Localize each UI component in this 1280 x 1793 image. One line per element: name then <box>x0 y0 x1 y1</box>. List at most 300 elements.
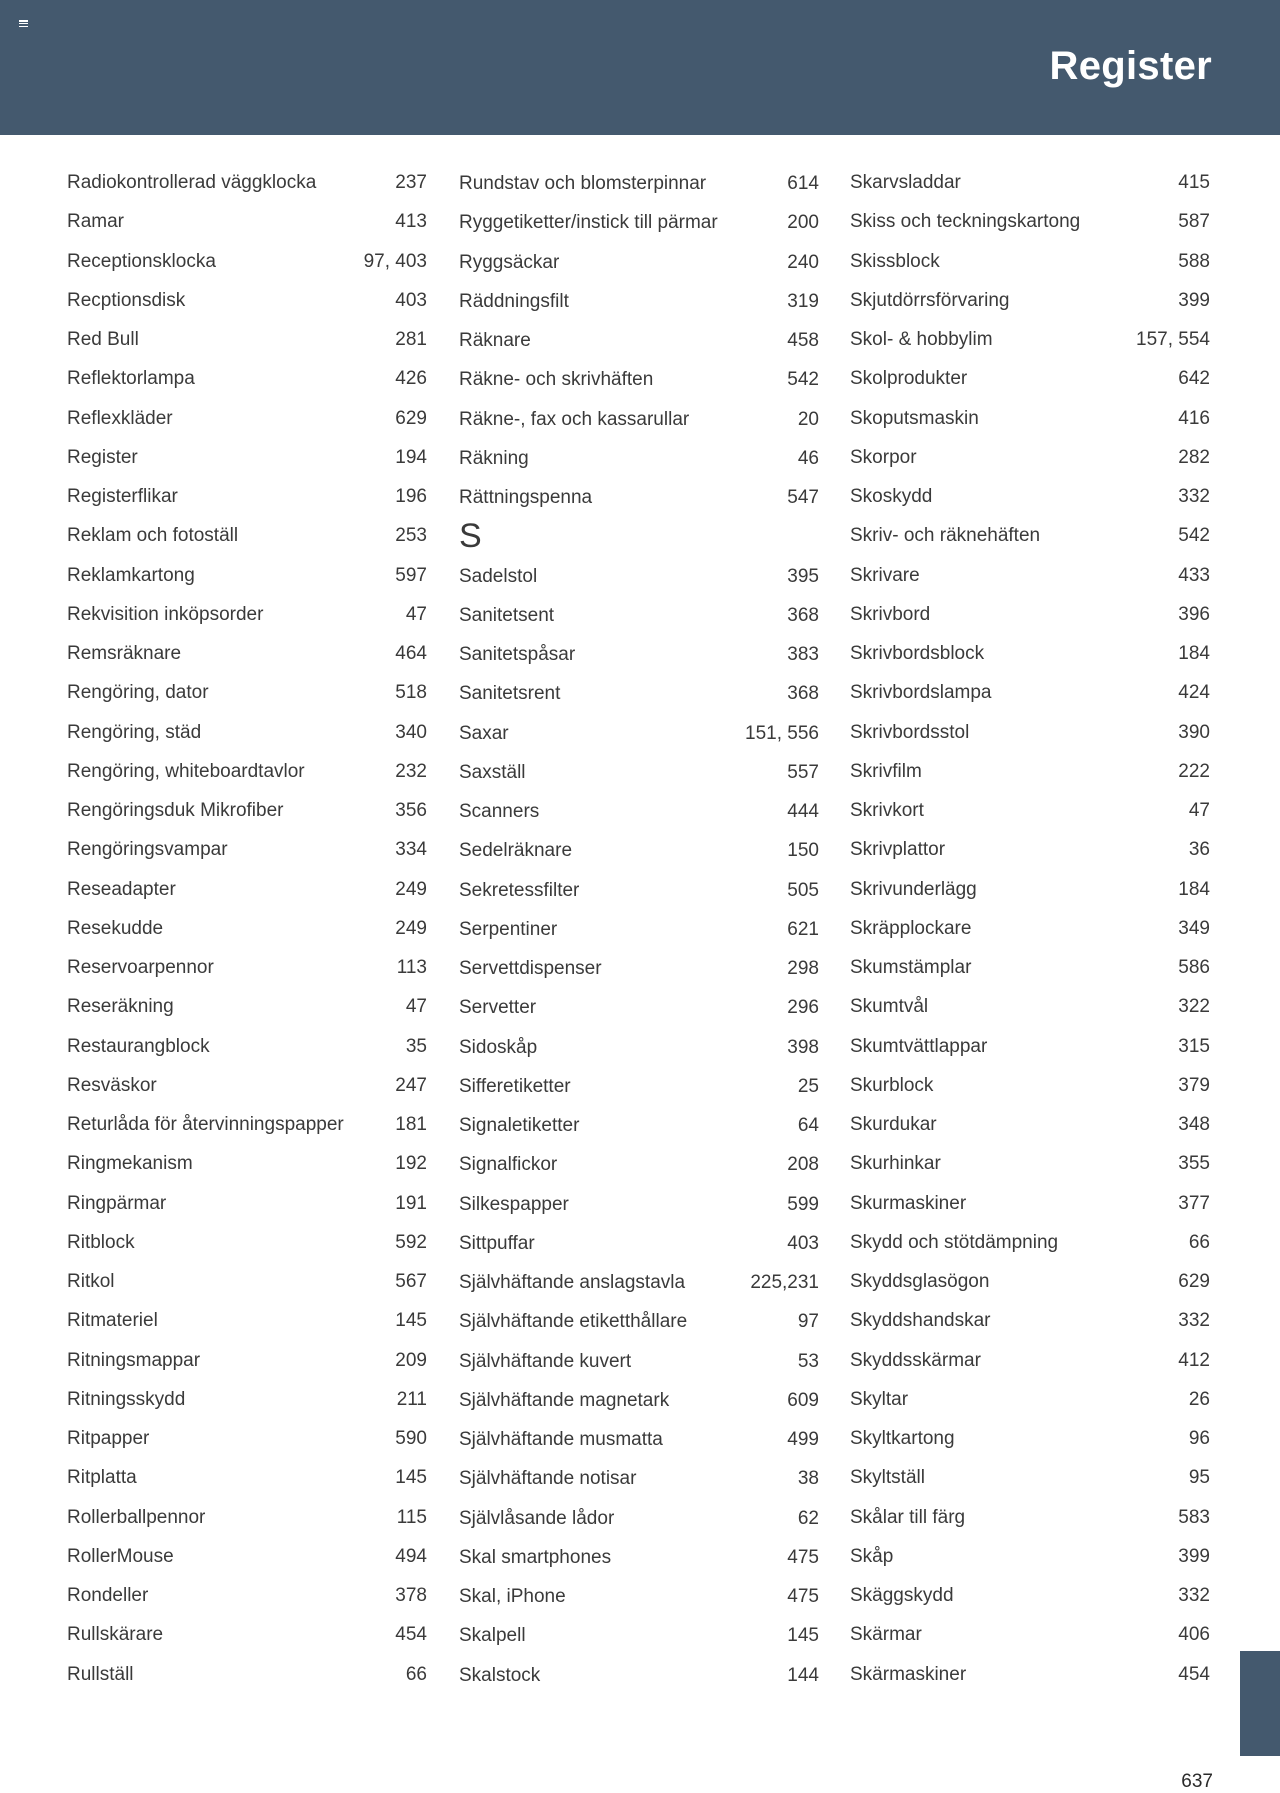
index-term: Skyltar <box>850 1388 909 1410</box>
index-term: Reflexkläder <box>67 407 173 429</box>
index-term: Skurblock <box>850 1074 934 1096</box>
index-page-ref: 296 <box>787 997 819 1019</box>
index-entry <box>67 1105 427 1144</box>
index-term: Skyddshandskar <box>850 1310 991 1332</box>
index-entry <box>459 753 819 792</box>
index-term: Skissblock <box>850 250 940 272</box>
index-page-ref: 181 <box>395 1114 427 1135</box>
index-term: Ryggetiketter/instick till pärmar <box>459 212 718 234</box>
index-page-ref: 416 <box>1178 407 1210 429</box>
index-term: Skolprodukter <box>850 368 968 390</box>
index-entry <box>459 988 819 1027</box>
index-entry <box>850 1184 1210 1223</box>
index-entry <box>67 1223 427 1262</box>
index-entry <box>850 713 1210 752</box>
index-entry <box>850 556 1210 595</box>
index-page-ref: 583 <box>1178 1506 1210 1528</box>
index-entry <box>459 203 819 242</box>
index-entry <box>850 634 1210 673</box>
index-entry <box>67 1301 427 1340</box>
index-term: Reflektorlampa <box>67 368 195 390</box>
index-page-ref: 542 <box>787 369 819 391</box>
index-term: Skyddsglasögon <box>850 1271 990 1292</box>
index-page-ref: 340 <box>395 721 427 743</box>
index-entry <box>67 870 427 909</box>
index-entry <box>459 164 819 203</box>
index-page-ref: 629 <box>395 407 427 429</box>
index-term: Skorpor <box>850 446 917 468</box>
index-term: Registerflikar <box>67 486 178 507</box>
index-term: Rengöringsduk Mikrofiber <box>67 800 284 821</box>
index-term: Skrivbordslampa <box>850 682 992 704</box>
index-entry <box>67 1262 427 1301</box>
index-entry <box>459 321 819 360</box>
index-term: Skurmaskiner <box>850 1192 967 1214</box>
index-page-ref: 377 <box>1178 1192 1210 1214</box>
index-page-ref: 426 <box>395 368 427 390</box>
index-entry <box>459 1145 819 1184</box>
index-term: Red Bull <box>67 329 139 350</box>
index-page-ref: 399 <box>1178 289 1210 311</box>
index-page-ref: 557 <box>787 761 819 783</box>
index-page-ref: 597 <box>395 564 427 586</box>
index-entry <box>850 1615 1210 1654</box>
index-entry <box>67 830 427 869</box>
index-entry <box>67 477 427 516</box>
index-entry <box>67 1066 427 1105</box>
index-entry <box>67 359 427 398</box>
index-entry <box>67 399 427 438</box>
index-entry <box>67 673 427 712</box>
index-entry <box>67 987 427 1026</box>
index-entry <box>459 674 819 713</box>
index-entry <box>850 320 1210 359</box>
index-entry <box>459 282 819 321</box>
index-entry <box>459 910 819 949</box>
index-entry <box>850 1537 1210 1576</box>
index-entry <box>850 1576 1210 1615</box>
index-page-ref: 253 <box>395 525 427 547</box>
index-page-ref: 588 <box>1178 250 1210 272</box>
index-page-ref: 97 <box>797 1311 819 1333</box>
index-page-ref: 240 <box>787 251 819 273</box>
index-term: Skrivbord <box>850 603 931 625</box>
index-page-ref: 222 <box>1178 760 1210 782</box>
index-term: Recptionsdisk <box>67 289 186 311</box>
index-column-3 <box>850 163 1210 1694</box>
index-entry <box>67 516 427 555</box>
index-page-ref: 319 <box>787 290 819 312</box>
index-term: Ritplatta <box>67 1467 137 1489</box>
index-entry <box>459 714 819 753</box>
index-entry <box>850 359 1210 398</box>
index-entry <box>850 438 1210 477</box>
index-page-ref: 247 <box>395 1074 427 1096</box>
index-entry <box>850 477 1210 516</box>
index-page-ref: 145 <box>395 1467 427 1489</box>
index-page-ref: 191 <box>395 1192 427 1214</box>
index-entry <box>67 1184 427 1223</box>
index-page-ref: 415 <box>1178 172 1210 193</box>
index-entry <box>459 1616 819 1655</box>
index-page-ref: 36 <box>1188 839 1210 861</box>
index-entry <box>67 595 427 634</box>
index-term: Saxar <box>459 722 509 744</box>
index-page-ref: 599 <box>787 1193 819 1215</box>
index-term: Ritblock <box>67 1231 135 1253</box>
index-page-ref: 35 <box>405 1035 427 1057</box>
index-page-ref: 95 <box>1188 1467 1210 1489</box>
index-page-ref: 194 <box>395 446 427 468</box>
index-term: Skal, iPhone <box>459 1586 566 1607</box>
index-term: Skoputsmaskin <box>850 407 979 429</box>
index-entry <box>459 1656 819 1695</box>
index-term: Rekvisition inköpsorder <box>67 603 264 625</box>
index-term: Skal smartphones <box>459 1546 612 1568</box>
index-page-ref: 454 <box>1178 1663 1210 1685</box>
index-term: Ritningsmappar <box>67 1349 201 1371</box>
index-entry <box>67 634 427 673</box>
index-page-ref: 499 <box>787 1429 819 1450</box>
index-entry <box>67 1341 427 1380</box>
index-term: Räkne-, fax och kassarullar <box>459 408 690 430</box>
index-page-ref: 113 <box>396 957 427 978</box>
index-page-ref: 282 <box>1178 446 1210 468</box>
index-entry <box>459 1420 819 1459</box>
index-page-ref: 412 <box>1178 1349 1210 1371</box>
index-page-ref: 390 <box>1178 721 1210 743</box>
index-term: Reklamkartong <box>67 564 195 586</box>
index-term: Sekretessfilter <box>459 879 580 901</box>
index-term: Skalpell <box>459 1625 526 1647</box>
index-term: Skäggskydd <box>850 1585 954 1606</box>
index-term: Skrivbordsblock <box>850 643 985 664</box>
section-letter: S <box>459 517 482 556</box>
index-page-ref: 464 <box>395 643 427 664</box>
index-entry <box>850 1341 1210 1380</box>
index-entry <box>459 1185 819 1224</box>
index-entry <box>67 791 427 830</box>
index-entry <box>850 1301 1210 1340</box>
index-term: Skalstock <box>459 1664 541 1686</box>
index-term: Rengöring, whiteboardtavlor <box>67 760 305 782</box>
index-page-ref: 567 <box>395 1271 427 1292</box>
index-entry <box>459 1302 819 1341</box>
index-page-ref: 475 <box>787 1586 819 1607</box>
index-term: Skiss och teckningskartong <box>850 211 1081 233</box>
index-page-ref: 144 <box>787 1664 819 1686</box>
index-page-ref: 383 <box>787 644 819 665</box>
index-term: Skoskydd <box>850 486 933 507</box>
index-page-ref: 315 <box>1178 1035 1210 1057</box>
index-term: Självhäftande etiketthållare <box>459 1311 688 1333</box>
index-entry <box>67 1458 427 1497</box>
index-entry <box>67 242 427 281</box>
index-page-ref: 62 <box>797 1507 819 1529</box>
index-entry <box>459 1224 819 1263</box>
index-page-ref: 406 <box>1178 1624 1210 1646</box>
index-term: Servettdispenser <box>459 958 602 979</box>
index-entry <box>850 830 1210 869</box>
index-term: Servetter <box>459 997 537 1019</box>
index-term: Skärmaskiner <box>850 1663 967 1685</box>
index-entry <box>850 909 1210 948</box>
index-page-ref: 96 <box>1188 1428 1210 1449</box>
index-entry <box>459 831 819 870</box>
index-page-ref: 398 <box>787 1036 819 1058</box>
index-page-ref: 475 <box>787 1546 819 1568</box>
index-term: Skydd och stötdämpning <box>850 1231 1059 1253</box>
index-page-ref: 547 <box>787 487 819 508</box>
index-term: Ringmekanism <box>67 1153 193 1175</box>
index-term: RollerMouse <box>67 1545 174 1567</box>
page-header <box>0 0 1280 135</box>
index-entry <box>459 1381 819 1420</box>
index-term: Radiokontrollerad väggklocka <box>67 172 317 193</box>
index-entry <box>459 1499 819 1538</box>
index-entry <box>67 1537 427 1576</box>
index-entry <box>850 1262 1210 1301</box>
index-entry <box>850 202 1210 241</box>
index-page-ref: 184 <box>1178 643 1210 664</box>
index-term: Skriv- och räknehäften <box>850 525 1041 547</box>
index-page-ref: 151, 556 <box>745 722 819 744</box>
index-term: Skärmar <box>850 1624 922 1646</box>
index-page-ref: 413 <box>395 211 427 233</box>
index-entry <box>850 1419 1210 1458</box>
index-term: Skol- & hobbylim <box>850 329 993 350</box>
index-term: Signaletiketter <box>459 1115 580 1136</box>
index-term: Skrivkort <box>850 800 924 821</box>
index-page-ref: 209 <box>395 1349 427 1371</box>
index-page-ref: 424 <box>1178 682 1210 704</box>
index-page-ref: 66 <box>405 1663 427 1685</box>
index-term: Självhäftande musmatta <box>459 1429 663 1450</box>
index-page-ref: 145 <box>787 1625 819 1647</box>
index-term: Skrivbordsstol <box>850 721 970 743</box>
index-term: Receptionsklocka <box>67 250 216 272</box>
index-entry <box>850 1105 1210 1144</box>
index-term: Självlåsande lådor <box>459 1507 615 1529</box>
index-page-ref: 145 <box>395 1310 427 1332</box>
index-entry <box>459 557 819 596</box>
index-entry <box>459 792 819 831</box>
index-term: Skarvsladdar <box>850 172 961 193</box>
index-page-ref: 20 <box>797 408 819 430</box>
index-term: Rengöring, städ <box>67 721 202 743</box>
index-entry <box>850 870 1210 909</box>
index-term: Räkne- och skrivhäften <box>459 369 654 391</box>
index-term: Ringpärmar <box>67 1192 167 1214</box>
index-page-ref: 629 <box>1178 1271 1210 1292</box>
index-term: Sanitetsrent <box>459 683 561 705</box>
index-entry <box>850 673 1210 712</box>
index-entry <box>67 163 427 202</box>
index-term: Skrivfilm <box>850 760 922 782</box>
index-page-ref: 368 <box>787 683 819 705</box>
index-term: Ritpapper <box>67 1428 150 1449</box>
index-page-ref: 396 <box>1178 603 1210 625</box>
index-entry <box>459 1106 819 1145</box>
index-term: Självhäftande anslagstavla <box>459 1272 686 1293</box>
index-page-ref: 395 <box>787 565 819 587</box>
index-page-ref: 211 <box>396 1388 427 1410</box>
page-number: 637 <box>1181 1771 1213 1792</box>
index-page-ref: 232 <box>395 760 427 782</box>
index-entry <box>67 1380 427 1419</box>
index-entry <box>850 1498 1210 1537</box>
index-entry <box>850 1027 1210 1066</box>
index-term: Sanitetsent <box>459 604 555 626</box>
index-page-ref: 237 <box>395 172 427 193</box>
index-entry <box>459 1342 819 1381</box>
index-entry <box>850 1655 1210 1694</box>
index-page-ref: 332 <box>1178 1310 1210 1332</box>
index-entry <box>850 791 1210 830</box>
index-term: Scanners <box>459 801 540 822</box>
index-entry <box>850 948 1210 987</box>
index-entry <box>67 556 427 595</box>
index-term: Saxställ <box>459 761 526 783</box>
index-term: Räddningsfilt <box>459 290 569 312</box>
index-entry <box>459 596 819 635</box>
index-term: Skyddsskärmar <box>850 1349 981 1371</box>
menu-icon[interactable] <box>19 20 28 27</box>
index-entry <box>850 595 1210 634</box>
index-term: Sanitetspåsar <box>459 644 576 665</box>
index-page-ref: 64 <box>797 1115 819 1136</box>
index-term: Reklam och fotoställ <box>67 525 239 547</box>
index-entry <box>459 1067 819 1106</box>
index-entry <box>850 163 1210 202</box>
index-entry <box>459 400 819 439</box>
index-page-ref: 46 <box>797 447 819 469</box>
index-page-ref: 334 <box>395 839 427 861</box>
index-page-ref: 38 <box>797 1468 819 1490</box>
index-entry <box>67 1655 427 1694</box>
index-term: Reseräkning <box>67 996 174 1018</box>
index-term: Rundstav och blomsterpinnar <box>459 173 707 194</box>
index-page-ref: 378 <box>395 1585 427 1606</box>
index-entry <box>850 1223 1210 1262</box>
index-entry <box>459 1263 819 1302</box>
index-entry <box>67 438 427 477</box>
index-page-ref: 281 <box>395 329 427 350</box>
index-term: Restaurangblock <box>67 1035 210 1057</box>
index-entry <box>850 399 1210 438</box>
index-page-ref: 192 <box>395 1153 427 1175</box>
index-term: Självhäftande magnetark <box>459 1389 670 1411</box>
index-page-ref: 586 <box>1178 957 1210 978</box>
index-term: Rollerballpennor <box>67 1506 206 1528</box>
index-page-ref: 505 <box>787 879 819 901</box>
page-tab <box>1240 1651 1280 1756</box>
index-page-ref: 621 <box>787 918 819 940</box>
index-page-ref: 444 <box>787 801 819 822</box>
index-page-ref: 66 <box>1188 1231 1210 1253</box>
index-entry <box>459 478 819 517</box>
index-entry <box>850 1066 1210 1105</box>
index-page-ref: 518 <box>395 682 427 704</box>
index-term: Ritningsskydd <box>67 1388 186 1410</box>
index-page-ref: 642 <box>1178 368 1210 390</box>
index-page-ref: 542 <box>1178 525 1210 547</box>
index-term: Rengöring, dator <box>67 682 209 704</box>
index-term: Skrivplattor <box>850 839 946 861</box>
index-term: Skåp <box>850 1545 894 1567</box>
index-term: Skrivunderlägg <box>850 878 977 900</box>
index-term: Register <box>67 446 138 468</box>
index-term: Skräpplockare <box>850 917 972 939</box>
index-entry <box>459 1577 819 1616</box>
index-entry <box>850 1144 1210 1183</box>
index-term: Sittpuffar <box>459 1232 535 1254</box>
index-page-ref: 298 <box>787 958 819 979</box>
index-page-ref: 587 <box>1178 211 1210 233</box>
index-page-ref: 399 <box>1178 1545 1210 1567</box>
index-term: Sadelstol <box>459 565 538 587</box>
index-page-ref: 47 <box>405 603 427 625</box>
index-page-ref: 592 <box>395 1231 427 1253</box>
index-page-ref: 368 <box>787 604 819 626</box>
index-term: Rättningspenna <box>459 487 593 508</box>
index-term: Ramar <box>67 211 125 233</box>
index-page-ref: 196 <box>395 486 427 507</box>
index-term: Självhäftande kuvert <box>459 1350 632 1372</box>
index-page-ref: 349 <box>1178 917 1210 939</box>
index-page-ref: 150 <box>787 840 819 862</box>
index-term: Räknare <box>459 330 531 351</box>
index-page-ref: 458 <box>787 330 819 351</box>
index-term: Returlåda för återvinningspapper <box>67 1114 344 1135</box>
index-page-ref: 609 <box>787 1389 819 1411</box>
index-entry <box>459 1538 819 1577</box>
index-page-ref: 47 <box>405 996 427 1018</box>
index-term: Skurhinkar <box>850 1153 941 1175</box>
index-term: Rondeller <box>67 1585 149 1606</box>
index-page-ref: 403 <box>787 1232 819 1254</box>
index-entry <box>459 360 819 399</box>
index-entry <box>459 439 819 478</box>
index-page-ref: 332 <box>1178 486 1210 507</box>
index-entry <box>67 1419 427 1458</box>
index-term: Skyltställ <box>850 1467 925 1489</box>
index-page-ref: 157, 554 <box>1136 329 1210 350</box>
index-entry <box>67 1498 427 1537</box>
index-term: Sifferetiketter <box>459 1075 571 1097</box>
index-entry <box>459 635 819 674</box>
index-entry <box>850 281 1210 320</box>
index-entry <box>67 948 427 987</box>
index-page-ref: 47 <box>1188 800 1210 821</box>
index-entry <box>850 987 1210 1026</box>
index-term: Självhäftande notisar <box>459 1468 637 1490</box>
index-page-ref: 208 <box>787 1154 819 1176</box>
index-term: Skumtvål <box>850 996 929 1018</box>
index-page-ref: 348 <box>1178 1114 1210 1135</box>
index-entry <box>850 752 1210 791</box>
index-term: Skumstämplar <box>850 957 972 978</box>
index-term: Signalfickor <box>459 1154 558 1176</box>
index-column-2 <box>459 163 819 1694</box>
index-entry <box>459 243 819 282</box>
index-page-ref: 25 <box>797 1075 819 1097</box>
index-entry <box>67 1576 427 1615</box>
index-entry <box>67 1144 427 1183</box>
index-term: Ritkol <box>67 1271 115 1292</box>
index-page-ref: 355 <box>1178 1153 1210 1175</box>
index-entry <box>67 752 427 791</box>
